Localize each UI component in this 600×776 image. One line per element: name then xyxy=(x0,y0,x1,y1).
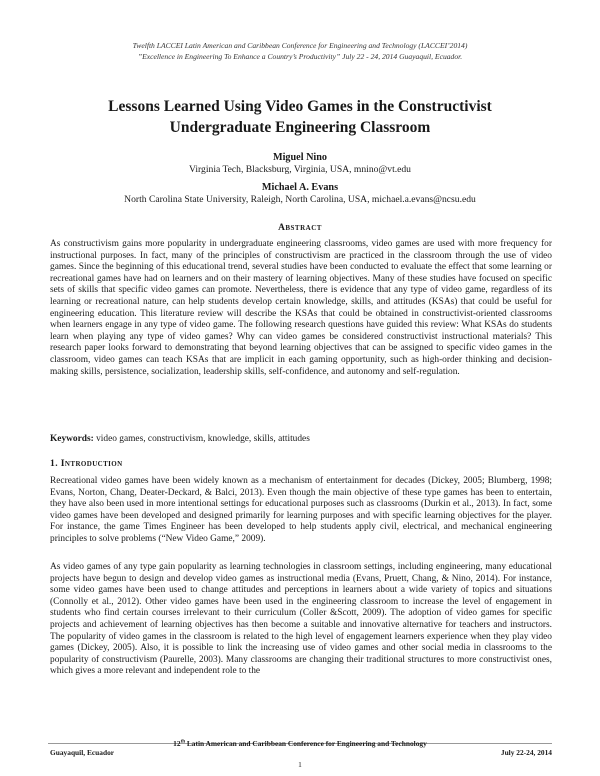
conference-header xyxy=(60,40,540,62)
footer-location: Guayaquil, Ecuador xyxy=(50,748,115,757)
intro-paragraph-2: As video games of any type gain popularity as learning technologies in classroom settings, including engineering, many educational projects have begun to design and develop video games as instructional media (Evans, Pruett, Chang, & Nino, 2014). For instance, some video games have been used to change attitudes and perceptions in learners about a wide variety of topics and situations (Connolly et al., 2012). Other video games have been used in the engineering classroom to increase the level of engagement in students who find certain courses irrelevant to their curriculum (Coller &Scott, 2009). The adoption of video games for specific projects and achievement of learning objectives has then become a suitable and innovative alternative for teachers and instructors. The popularity of video games in the classroom is related to the high level of engagement learners experience when they play video games (Dickey, 2005). Also, it is possible to link the increasing use of video games and other social media in classrooms to the popularity of constructivism (Paurelle, 2003). Many classrooms are changing their traditional structures to more constructivist ones, which gives a more relevant and independent role to the xyxy=(50,562,552,677)
paper-title-line1: Lessons Learned Using Video Games in the Constructivist xyxy=(108,98,492,115)
footer-conf-suffix: th xyxy=(180,739,186,745)
author-affiliation-1: Virginia Tech, Blacksburg, Virginia, USA, mnino@vt.edu xyxy=(189,164,411,175)
keywords-label: Keywords: xyxy=(50,434,94,444)
footer-conf-number: 12 xyxy=(173,739,181,748)
paper-title-line2: Undergraduate Engineering Classroom xyxy=(169,119,431,136)
author-name-2: Michael A. Evans xyxy=(261,182,339,193)
footer-conf-name: Latin American and Caribbean Conference for Engineering and Technology xyxy=(185,739,427,748)
footer-dates: July 22-24, 2014 xyxy=(500,748,552,757)
abstract-heading: Abstract xyxy=(278,223,322,233)
section-heading-introduction: 1. Introduction xyxy=(50,458,123,469)
conference-header-line2: ”Excellence in Engineering To Enhance a Country’s Productivity” July 22 - 24, 2014 Guayaquil, Ecuador. xyxy=(137,52,463,61)
abstract-text: As constructivism gains more popularity in undergraduate engineering classrooms, video games are used with more frequency for instructional purposes. In fact, many of the principles of constructivism are practiced in the classroom through the use of video games. Since the beginning of this educational trend, several studies have been conducted to evaluate the effect that some learning or recreational games have had on learners and on their mastery of learning objectives. Many of these studies have focused on specific sets of skills that specific video games can promote. Nevertheless, there is evidence that any type of video game, regardless of its learning or recreational nature, can help students develop certain knowledge, skills, and attitudes (KSAs) that could be useful for engineering education. This literature review will describe the KSAs that could be obtained in constructivist-oriented classrooms when learners engage in any type of video game. The following research questions have guided this review: What KSAs do students learn when playing any type of video games? Why can video games be considered constructivist instructional materials? This research paper looks forward to demonstrating that beyond learning objectives that can be assigned to specific video games in the classroom, video games can teach KSAs that are implicit in each gaming opportunity, such as high-order thinking and decision-making skills, persistence, socialization, leadership skills, self-confidence, and autonomy and self-regulation. xyxy=(50,239,552,377)
intro-paragraph-1: Recreational video games have been widely known as a mechanism of entertainment for decades (Dickey, 2005; Blumberg, 1998; Evans, Norton, Chang, Deater-Deckard, & Balci, 2013). Even though the main objective of these type games has been to entertain, they have also been used in more intentional settings for educational purposes such as classrooms (Durkin et al., 2013). In fact, some video games have been developed and designed primarily for learning purposes and with specific learning objectives for the player. For instance, the game Times Engineer has been developed to help students apply civil, electrical, and mechanical engineering principles to solve problems (“New Video Game,” 2009). xyxy=(50,476,552,544)
keywords xyxy=(50,434,552,444)
keywords-text: video games, constructivism, knowledge, skills, attitudes xyxy=(93,434,310,444)
paper-title xyxy=(60,96,540,138)
page-number: 1 xyxy=(298,760,302,769)
conference-header-line1: Twelfth LACCEI Latin American and Caribbean Conference for Engineering and Technology (LACCEI’2014) xyxy=(132,41,468,50)
author-name-1: Miguel Nino xyxy=(272,152,328,163)
author-affiliation-2: North Carolina State University, Raleigh, North Carolina, USA, michael.a.evans@ncsu.edu xyxy=(124,194,476,205)
footer-conference xyxy=(60,739,540,748)
